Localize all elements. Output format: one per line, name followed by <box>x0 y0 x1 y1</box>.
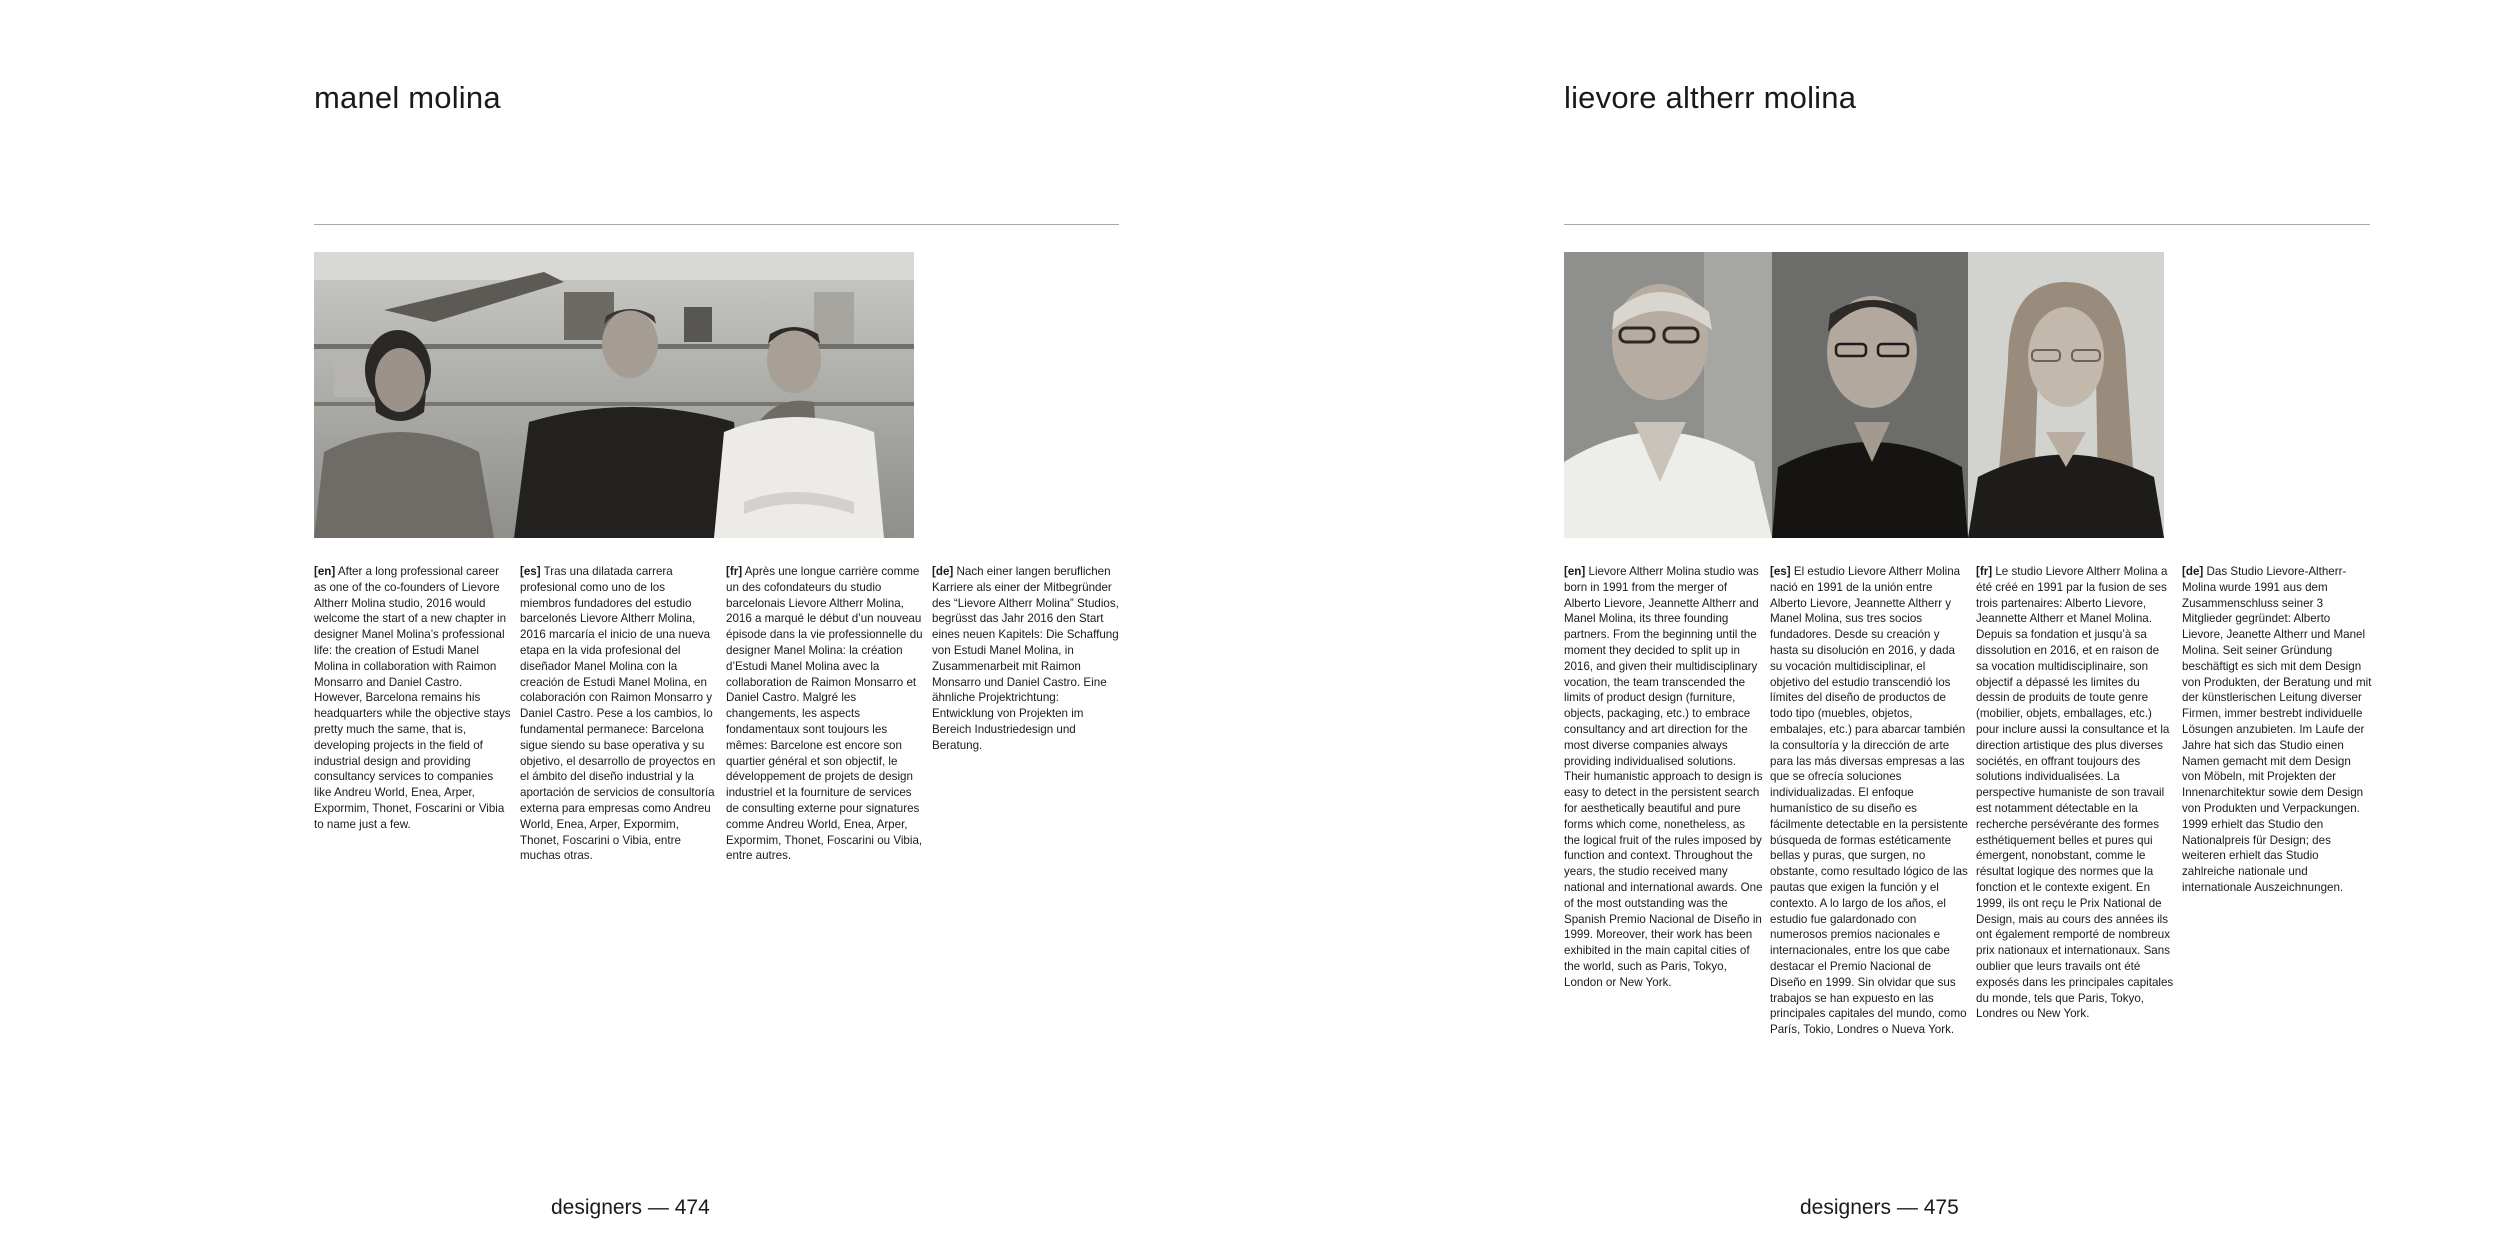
divider-left <box>314 224 1119 225</box>
portrait-alberto-lievore <box>1564 252 1772 538</box>
bio-text: El estudio Lievore Altherr Molina nació en 1991 de la unión entre Alberto Lievore, Jeannette Altherr y Manel Molina, sus tres socios fundadores. Desde su creación y hasta su disolución en 2016, y dada su vocación multidisciplinar, el objetivo del estudio transcendió los límites del diseño de productos de todo tipo (muebles, objetos, embalajes, etc.) para abarcar también la consultoría y la dirección de arte para las más diversas empresas a las que se ofrecía soluciones individualizadas. El enfoque humanístico de su diseño es fácilmente detectable en la persistente búsqueda de formas estéticamente bellas y puras, que surgen, no obstante, como resultado lógico de las pautas que exigen la función y el contexto. A lo largo de los años, el estudio fue galardonado con numerosos premios nacionales e internacionales, entre los que cabe destacar el Premio Nacional de Diseño en 1999. Sin olvidar que sus trabajos se han expuesto en las principales capitales del mundo, como París, Tokio, Londres o Nueva York. <box>1770 565 1968 1037</box>
bio-column-es-left <box>520 564 718 864</box>
bio-column-en-right <box>1564 564 1764 991</box>
page-title-right: lievore altherr molina <box>1564 80 1857 115</box>
bio-text: Tras una dilatada carrera profesional como uno de los miembros fundadores del estudio barcelonés Lievore Altherr Molina, 2016 marcaría el inicio de una nueva etapa en la vida profesional del diseñador Manel Molina con la creación de Estudi Manel Molina, en colaboración con Raimon Monsarro y Daniel Castro. Pese a los cambios, lo fundamental permanece: Barcelona sigue siendo su base operativa y su objetivo, el desarrollo de proyectos en el ámbito del diseño industrial y la aportación de servicios de consultoría externa para empresas como Andreu World, Enea, Arper, Expormim, Thonet, Foscarini o Vibia, entre muchas otras. <box>520 565 716 863</box>
page-number-right: designers — 475 <box>1800 1196 1959 1219</box>
language-tag: [fr] <box>726 565 743 578</box>
page-title-left: manel molina <box>314 80 501 115</box>
page-number-left: designers — 474 <box>551 1196 710 1219</box>
language-tag: [es] <box>1770 565 1791 578</box>
bio-text: Lievore Altherr Molina studio was born in 1991 from the merger of Alberto Lievore, Jeannette Altherr and Manel Molina, its three founding partners. From the beginning until the moment they decided to split up in 2016, and given their multidisciplinary vocation, the team transcended the limits of product design (furniture, objects, packaging, etc.) to embrace consultancy and art direction for the most diverse companies always providing individualised solutions. Their humanistic approach to design is easy to detect in the persistent search for aesthetically beautiful and pure forms which come, nonetheless, as the logical fruit of the rules imposed by function and context. Throughout the years, the studio received many national and international awards. One of the most outstanding was the Spanish Premio Nacional de Diseño in 1999. Moreover, their work has been exhibited in the main capital cities of the world, such as Paris, Tokyo, London or New York. <box>1564 565 1763 989</box>
group-photo-estudi-manel-molina <box>314 252 914 538</box>
bio-text: Le studio Lievore Altherr Molina a été créé en 1991 par la fusion de ses trois partenaires: Alberto Lievore, Jeannette Altherr et Manel Molina. Depuis sa fondation et jusqu’à sa dissolution en 2016, et en raison de sa vocation multidisciplinaire, son objectif a dépassé les limites du dessin de produits de toute genre (mobilier, objets, emballages, etc.) pour inclure aussi la consultance et la direction artistique des plus diverses sociétés, en offrant toujours des solutions individualisées. La perspective humaniste de son travail est notamment détectable en la recherche persévérante des formes esthétiquement belles et pures qui émergent, nonobstant, comme le résultat logique des normes que la fonction et le contexte exigent. En 1999, ils ont reçu le Prix National de Design, mais au cours des années ils ont également remporté de nombreux prix nationaux et internationaux. Sans oublier que leurs travails ont été exposés dans les principales capitales du monde, tels que Paris, Tokyo, Londres ou New York. <box>1976 565 2174 1021</box>
bio-column-es-right <box>1770 564 1968 1038</box>
portrait-jeannette-altherr <box>1968 252 2164 538</box>
bio-column-de-right <box>2182 564 2372 896</box>
language-tag: [de] <box>932 565 954 578</box>
language-tag: [en] <box>1564 565 1586 578</box>
language-tag: [fr] <box>1976 565 1993 578</box>
bio-column-de-left <box>932 564 1122 754</box>
language-tag: [en] <box>314 565 336 578</box>
bio-text: After a long professional career as one of the co-founders of Lievore Altherr Molina studio, 2016 would welcome the start of a new chapter in designer Manel Molina’s professional life: the creation of Estudi Manel Molina in collaboration with Raimon Monsarro and Daniel Castro. However, Barcelona remains his headquarters while the objective stays pretty much the same, that is, developing projects in the field of industrial design and providing consultancy services to companies like Andreu World, Enea, Arper, Expormim, Thonet, Foscarini or Vibia to name just a few. <box>314 565 511 831</box>
bio-text: Nach einer langen beruflichen Karriere als einer der Mitbegründer des “Lievore Altherr Molina” Studios, begrüsst das Jahr 2016 den Start eines neuen Kapitels: Die Schaffung von Estudi Manel Molina, in Zusammenarbeit mit Raimon Monsarro und Daniel Castro. Eine ähnliche Projektrichtung: Entwicklung von Projekten im Bereich Industriedesign und Beratung. <box>932 565 1119 752</box>
bio-column-fr-left <box>726 564 924 864</box>
bio-text: Après une longue carrière comme un des cofondateurs du studio barcelonais Lievore Altherr Molina, 2016 a marqué le début d’un nouveau épisode dans la vie professionnelle du designer Manel Molina: la création d’Estudi Manel Molina avec la collaboration de Raimon Monsarro et Daniel Castro. Malgré les changements, les aspects fondamentaux sont toujours les mêmes: Barcelone est encore son quartier général et son objectif, le développement de projets de design industriel et la fourniture de services de consulting externe pour signatures comme Andreu World, Enea, Arper, Expormim, Thonet, Foscarini ou Vibia, entre autres. <box>726 565 923 863</box>
language-tag: [de] <box>2182 565 2204 578</box>
divider-right <box>1564 224 2370 225</box>
bio-column-fr-right <box>1976 564 2174 1022</box>
portrait-manel-molina <box>1772 252 1968 538</box>
language-tag: [es] <box>520 565 541 578</box>
bio-text: Das Studio Lievore-Altherr-Molina wurde 1991 aus dem Zusammenschluss seiner 3 Mitglieder gegründet: Alberto Lievore, Jeanette Altherr und Manel Molina. Seit seiner Gründung beschäftigt es sich mit dem Design von Produkten, der Beratung und mit der künstlerischen Leitung diverser Firmen, immer bestrebt individuelle Lösungen anzubieten. Im Laufe der Jahre hat sich das Studio einen Namen gemacht mit dem Design von Möbeln, mit Projekten der Innenarchitektur sowie dem Design von Produkten und Verpackungen. 1999 erhielt das Studio den Nationalpreis für Design; des weiteren erhielt das Studio zahlreiche nationale und internationale Auszeichnungen. <box>2182 565 2372 894</box>
bio-column-en-left <box>314 564 512 833</box>
